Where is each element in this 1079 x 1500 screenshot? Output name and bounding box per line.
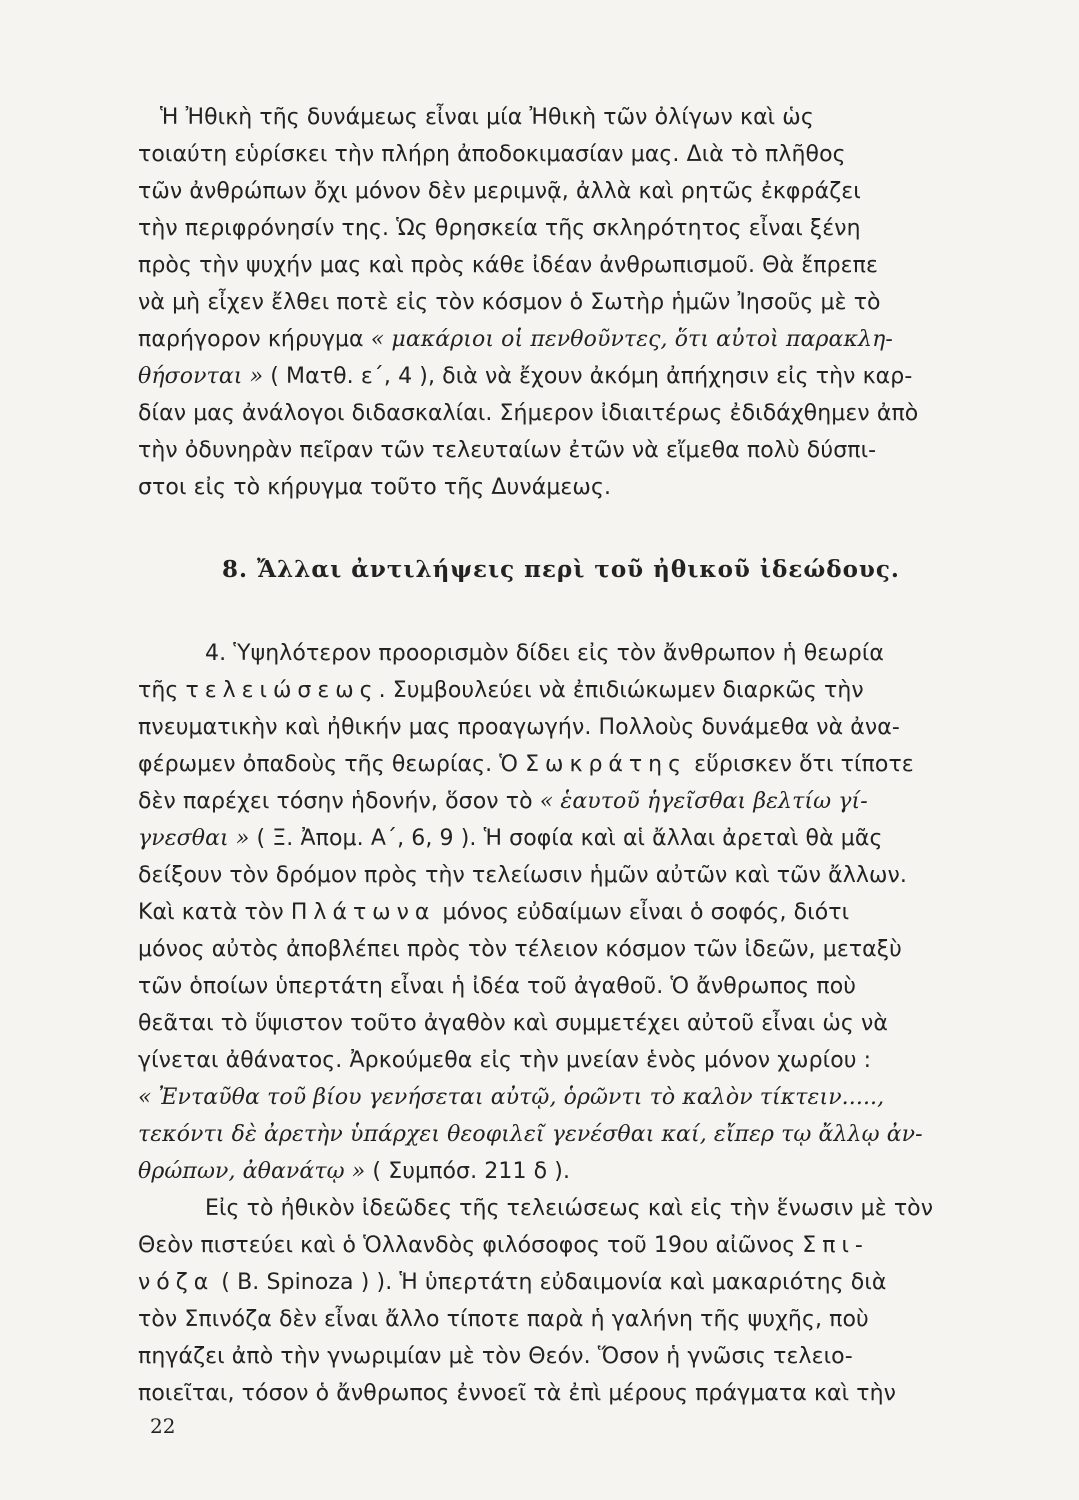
text-line: πνευματικὴν καὶ ἠθικήν μας προαγωγήν. Πολλοὺς δυνάμεθα νὰ ἀνα-: [138, 715, 900, 740]
spaced-name: Πλάτωνα: [290, 900, 436, 925]
page-number: 22: [150, 1414, 176, 1438]
spaced-name: νόζα: [138, 1270, 215, 1295]
text-line: τῶν ἀνθρώπων ὄχι μόνον δὲν μεριμνᾷ, ἀλλὰ καὶ ρητῶς ἐκφράζει: [138, 179, 861, 204]
text-segment: τῆς: [138, 678, 186, 703]
text-segment: Καὶ κατὰ τὸν: [138, 900, 291, 925]
text-segment: εὕρισκεν ὅτι τίποτε: [687, 752, 914, 777]
text-line: μόνος αὐτὸς ἀποβλέπει πρὸς τὸν τέλειον κόσμον τῶν ἰδεῶν, μεταξὺ: [138, 937, 902, 962]
text-line: τὴν περιφρόνησίν της. Ὡς θρησκεία τῆς σκληρότητος εἶναι ξένη: [138, 216, 861, 241]
text-line: [138, 326, 893, 354]
text-line: δείξουν τὸν δρόμον πρὸς τὴν τελείωσιν ἡμῶν αὐτῶν καὶ τῶν ἄλλων.: [138, 863, 908, 888]
quote: « ἑαυτοῦ ἡγεῖσθαι βελτίω γί-: [539, 789, 868, 814]
biblical-quote: θήσονται »: [138, 364, 264, 389]
text-line: νὰ μὴ εἶχεν ἔλθει ποτὲ εἰς τὸν κόσμον ὁ Σωτὴρ ἡμῶν Ἰησοῦς μὲ τὸ: [138, 290, 881, 315]
text-line: 4. Ὑψηλότερον προορισμὸν δίδει εἰς τὸν ἄνθρωπον ἡ θεωρία: [205, 641, 884, 666]
text-line: [138, 363, 912, 391]
spaced-name: Σωκράτης: [525, 752, 688, 777]
text-line: [138, 1269, 886, 1297]
text-line: Εἰς τὸ ἠθικὸν ἰδεῶδες τῆς τελειώσεως καὶ εἰς τὴν ἕνωσιν μὲ τὸν: [205, 1196, 934, 1221]
text-line: « Ἐνταῦθα τοῦ βίου γενήσεται αὐτῷ, ὁρῶντι τὸ καλὸν τίκτειν.....,: [138, 1085, 885, 1110]
text-line: [138, 899, 849, 927]
text-line: [138, 1158, 570, 1186]
text-segment: μόνος εὐδαίμων εἶναι ὁ σοφός, διότι: [435, 900, 850, 925]
quote: γνεσθαι »: [138, 826, 250, 851]
text-line: θεᾶται τὸ ὕψιστον τοῦτο ἀγαθὸν καὶ συμμετέχει αὐτοῦ εἶναι ὡς νὰ: [138, 1011, 888, 1036]
text-segment: . Συμβουλεύει νὰ ἐπιδιώκωμεν διαρκῶς τὴν: [378, 678, 864, 703]
text-segment: παρήγορον κήρυγμα: [138, 327, 371, 352]
text-line: τοιαύτη εὑρίσκει τὴν πλήρη ἀποδοκιμασίαν μας. Διὰ τὸ πλῆθος: [138, 142, 846, 167]
biblical-quote: « μακάριοι οἱ πενθοῦντες, ὅτι αὐτοὶ παρακλη-: [370, 327, 893, 352]
spaced-term: τελειώσεως: [185, 678, 379, 703]
text-line: τεκόντι δὲ ἀρετὴν ὑπάρχει θεοφιλεῖ γενέσθαι καί, εἴπερ τῳ ἄλλῳ ἀν-: [138, 1122, 923, 1147]
text-line: [138, 788, 868, 816]
text-line: [138, 825, 882, 853]
text-line: τῶν ὁποίων ὑπερτάτη εἶναι ἡ ἰδέα τοῦ ἀγαθοῦ. Ὁ ἄνθρωπος ποὺ: [138, 974, 857, 999]
text-line: δίαν μας ἀνάλογοι διδασκαλίαι. Σήμερον ἰδιαιτέρως ἐδιδάχθημεν ἀπὸ: [138, 401, 919, 426]
text-segment: ( Ξ. Ἀπομ. Α΄, 6, 9 ). Ἡ σοφία καὶ αἱ ἄλλαι ἀρεταὶ θὰ μᾶς: [249, 826, 883, 851]
text-line: [138, 677, 864, 705]
text-line: τὸν Σπινόζα δὲν εἶναι ἄλλο τίποτε παρὰ ἡ γαλήνη τῆς ψυχῆς, ποὺ: [138, 1307, 869, 1332]
text-segment: δὲν παρέχει τόσην ἡδονήν, ὅσον τὸ: [138, 789, 540, 814]
quote: θρώπων, ἀθανάτῳ »: [138, 1159, 366, 1184]
text-segment: Θεὸν πιστεύει καὶ ὁ Ὁλλανδὸς φιλόσοφος τοῦ 19ου αἰῶνος: [138, 1233, 803, 1258]
text-line: στοι εἰς τὸ κήρυγμα τοῦτο τῆς Δυνάμεως.: [138, 475, 612, 500]
text-line: πρὸς τὴν ψυχήν μας καὶ πρὸς κάθε ἰδέαν ἀνθρωπισμοῦ. Θὰ ἔπρεπε: [138, 253, 878, 278]
text-line: [138, 1232, 869, 1260]
text-segment: ( B. Spinoza ) ). Ἡ ὑπερτάτη εὐδαιμονία καὶ μακαριότης διὰ: [214, 1270, 887, 1295]
spaced-name: Σπι-: [802, 1233, 869, 1258]
text-segment: ( Συμπόσ. 211 δ ).: [365, 1159, 571, 1184]
text-line: πηγάζει ἀπὸ τὴν γνωριμίαν μὲ τὸν Θεόν. Ὅσον ἡ γνῶσις τελειο-: [138, 1344, 853, 1369]
text-segment: φέρωμεν ὀπαδοὺς τῆς θεωρίας. Ὁ: [138, 752, 526, 777]
text-segment: ( Ματθ. ε΄, 4 ), διὰ νὰ ἔχουν ἀκόμη ἀπήχησιν εἰς τὴν καρ-: [263, 364, 913, 389]
text-line: [138, 751, 914, 779]
text-line: Ἡ Ἠθικὴ τῆς δυνάμεως εἶναι μία Ἠθικὴ τῶν ὀλίγων καὶ ὡς: [160, 105, 814, 130]
text-line: ποιεῖται, τόσον ὁ ἄνθρωπος ἐννοεῖ τὰ ἐπὶ μέρους πράγματα καὶ τὴν: [138, 1381, 897, 1406]
text-line: τὴν ὀδυνηρὰν πεῖραν τῶν τελευταίων ἐτῶν νὰ εἴμεθα πολὺ δύσπι-: [138, 438, 877, 463]
section-heading: 8. Ἄλλαι ἀντιλήψεις περὶ τοῦ ἠθικοῦ ἰδεώδους.: [222, 556, 900, 583]
text-line: γίνεται ἀθάνατος. Ἀρκούμεθα εἰς τὴν μνείαν ἑνὸς μόνον χωρίου :: [138, 1048, 872, 1073]
